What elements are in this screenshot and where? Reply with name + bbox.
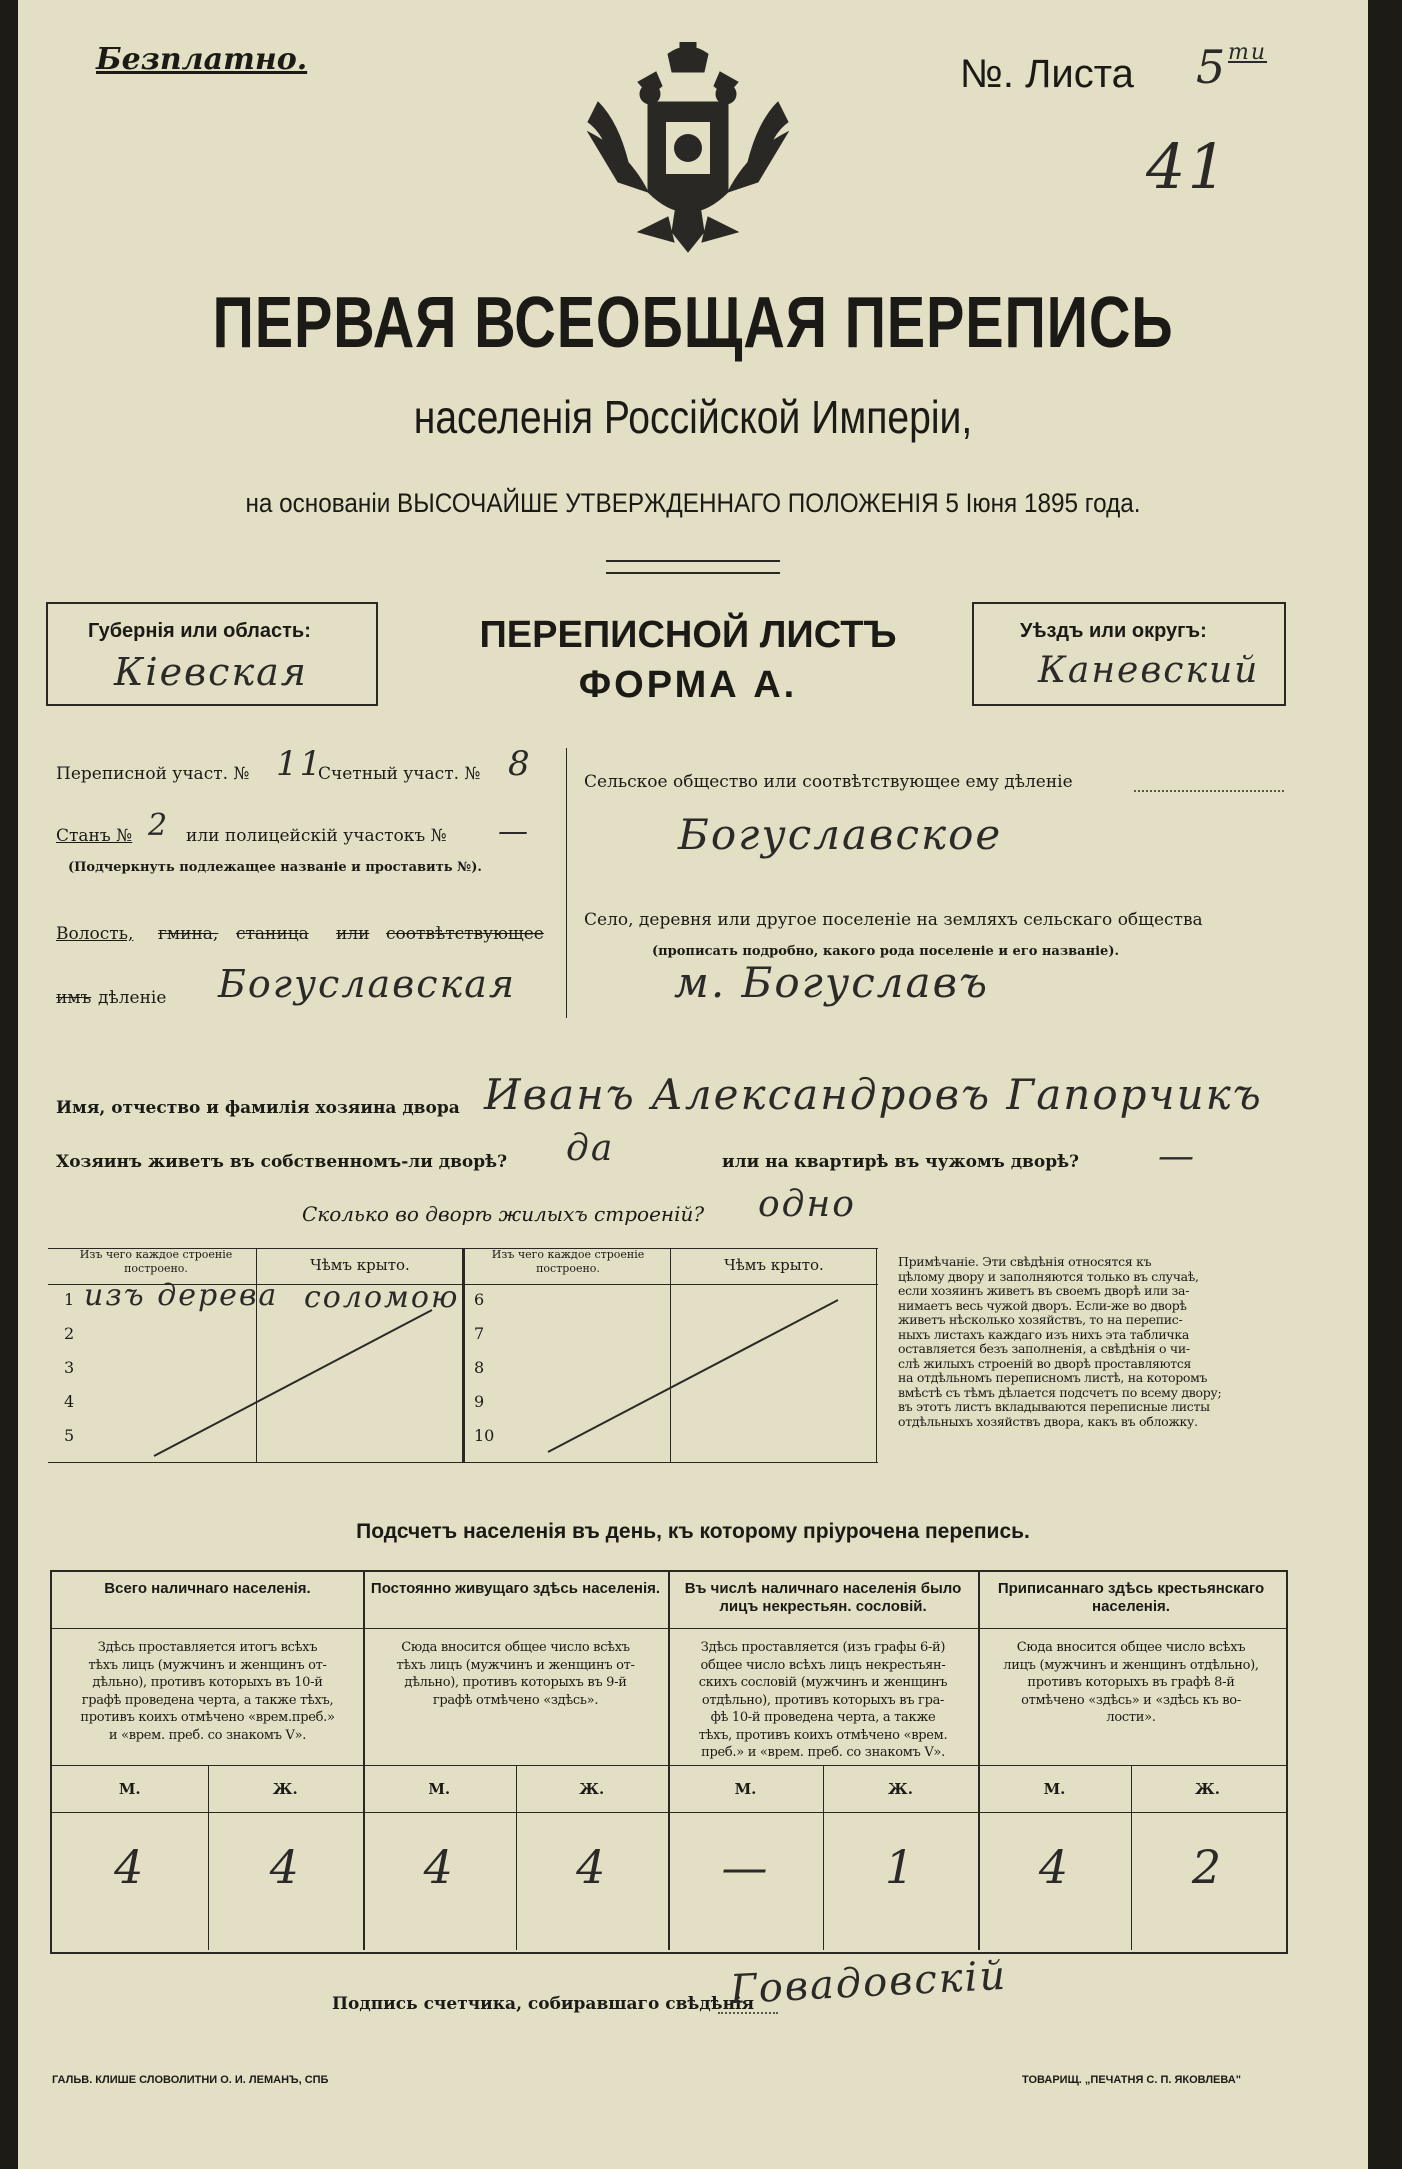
population-col-title: Всего наличнаго населенія.	[104, 1580, 311, 1597]
police-value: —	[498, 814, 530, 849]
buildings-col-material-right: Изъ чего каждое строеніе построено.	[491, 1248, 645, 1275]
population-col-desc-line: Здѣсь проставляется итогъ всѣхъ	[97, 1640, 318, 1655]
population-m-value: —	[721, 1840, 770, 1894]
population-col-desc-line: противъ которыхъ въ графѣ 8-й	[1027, 1675, 1235, 1690]
sheet-number-label: №. Листа	[960, 52, 1134, 96]
volost-label-volost: Волость,	[56, 924, 134, 944]
stan-label: Станъ №	[56, 826, 133, 846]
population-col-desc-line: Сюда вносится общее число всѣхъ	[401, 1640, 630, 1655]
village-label: Село, деревня или другое поселеніе на земляхъ сельскаго общества	[584, 910, 1203, 930]
population-f-value: 2	[1191, 1840, 1224, 1894]
population-col-desc-line: отмѣчено «здѣсь» и «здѣсь къ во-	[1021, 1692, 1241, 1708]
buildings-value: одно	[758, 1184, 856, 1225]
population-f-label: Ж.	[579, 1780, 605, 1798]
province-value: Кiевская	[114, 650, 308, 694]
population-col-desc-line: графѣ проведена черта, а также тѣхъ,	[81, 1692, 334, 1708]
population-col-desc-line: скихъ сословій (мужчинъ и женщинъ	[698, 1675, 948, 1690]
police-label: или полицейскій участокъ №	[186, 826, 447, 846]
building-row-number: 3	[64, 1358, 75, 1377]
buildings-col-roof-right: Чѣмъ крыто.	[724, 1256, 824, 1274]
volost-label-im: имъ	[56, 988, 92, 1008]
population-title-rule	[52, 1628, 1286, 1629]
building-row-number: 8	[474, 1358, 485, 1377]
society-value: Богуславское	[678, 810, 1003, 859]
rented-value: —	[1158, 1136, 1196, 1177]
own-yard-label: Хозяинъ живетъ въ собственномъ-ли дворѣ?	[56, 1152, 508, 1172]
note-line: если хозяинъ живетъ въ своемъ дворѣ или за-	[898, 1283, 1190, 1298]
population-heading: Подсчетъ населенія въ день, къ которому пріурочена перепись.	[356, 1520, 1030, 1543]
society-label: Сельское общество или соотвѣтствующее ему дѣленіе	[584, 772, 1073, 792]
volost-label-gmina: гмина,	[158, 924, 219, 944]
volost-label-stanitsa: станица	[236, 924, 309, 944]
owner-value: Иванъ Александровъ Гапорчикъ	[484, 1070, 1263, 1119]
footer-right: ТОВАРИЩ. „ПЕЧАТНЯ С. П. ЯКОВЛЕВА"	[1022, 2074, 1241, 2086]
population-col-title: Приписаннаго здѣсь крестьянскаго населенія.	[997, 1580, 1265, 1615]
population-col-desc-line: Здѣсь проставляется (изъ графы 6-й)	[700, 1640, 946, 1655]
note-line: цѣлому двору и заполняются только въ случаѣ,	[898, 1268, 1199, 1284]
population-col-desc-line: фѣ 10-й проведена черта, а также	[710, 1710, 936, 1725]
province-label: Губернія или область:	[88, 620, 311, 642]
district-label: Уѣздъ или округъ:	[1020, 620, 1207, 642]
population-col-desc-line: противъ коихъ отмѣчено «врем.преб.»	[80, 1710, 335, 1725]
district-value: Каневский	[1038, 650, 1260, 691]
census-form-sheet	[18, 0, 1368, 2169]
note-line: оставляется безъ заполненія, а свѣдѣнія о чи-	[898, 1341, 1190, 1356]
sheet-number-value: 5	[1196, 40, 1228, 94]
population-m-value: 4	[423, 1840, 455, 1894]
building-row-number: 1	[64, 1290, 75, 1309]
population-col-title: Въ числѣ наличнаго населенія было лицъ некрестьян. сословій.	[684, 1580, 962, 1615]
buildings-label: Сколько во дворѣ жилыхъ строеній?	[302, 1202, 705, 1226]
note-line: слѣ жилыхъ строеній во дворѣ проставляются	[898, 1355, 1192, 1371]
subtitle: населенія Россійской Имперіи,	[413, 391, 973, 443]
buildings-col-roof-left: Чѣмъ крыто.	[310, 1256, 410, 1274]
population-desc-rule	[52, 1765, 1286, 1766]
population-m-value: 4	[114, 1840, 146, 1894]
population-col-desc-line: отдѣльно), противъ которыхъ въ гра-	[701, 1692, 945, 1708]
building-row-number: 2	[64, 1324, 75, 1343]
free-label: Безплатно.	[96, 42, 308, 77]
census-area-label: Переписной участ. №	[56, 764, 250, 784]
note-line: въ этотъ листъ вкладываются переписные листы	[898, 1399, 1210, 1414]
footer-left: ГАЛЬВ. КЛИШЕ СЛОВОЛИТНИ О. И. ЛЕМАНЪ, СПБ	[52, 2074, 329, 2086]
census-area-value: 11	[276, 744, 324, 784]
note-line: вмѣстѣ съ тѣмъ дѣлается подсчетъ по всему двору;	[898, 1384, 1222, 1400]
building-row-number: 10	[474, 1426, 495, 1445]
counting-area-label: Счетный участ. №	[318, 764, 481, 784]
population-col-desc-line: общее число всѣхъ лицъ некрестьян-	[700, 1657, 946, 1673]
building-row-number: 6	[474, 1290, 485, 1309]
population-col-desc-line: и «врем. преб. со знакомъ V».	[108, 1727, 307, 1743]
population-f-value: 4	[269, 1840, 301, 1894]
note-line: отдѣльныхъ хозяйствъ двора, какъ въ обложку.	[898, 1413, 1198, 1429]
note-line: живетъ нѣсколько хозяйствъ, то на перепис-	[898, 1312, 1183, 1327]
village-note: (прописать подробно, какого рода поселеніе и его названіе).	[652, 944, 1120, 959]
population-col-desc-line: преб.» и «врем. преб. со знакомъ V».	[701, 1745, 945, 1760]
population-f-label: Ж.	[888, 1780, 913, 1798]
population-col-desc-line: лицъ (мужчинъ и женщинъ отдѣльно),	[1003, 1657, 1259, 1673]
owner-label: Имя, отчество и фамилія хозяина двора	[56, 1098, 460, 1118]
building-material: изъ дерева	[84, 1278, 279, 1313]
building-row-number: 4	[64, 1392, 75, 1411]
population-f-value: 4	[576, 1840, 608, 1894]
note-line: Примѣчаніе. Эти свѣдѣнія относятся къ	[898, 1254, 1152, 1269]
volost-label-or: или	[336, 924, 370, 944]
sheet-number-suffix: ти	[1228, 40, 1268, 65]
population-f-label: Ж.	[272, 1780, 298, 1798]
population-col-desc-line: тѣхъ лицъ (мужчинъ и женщинъ от-	[88, 1657, 327, 1673]
buildings-col-material-left: Изъ чего каждое строеніе построено.	[79, 1248, 233, 1275]
legal-basis: на основаніи ВЫСОЧАЙШЕ УТВЕРЖДЕННАГО ПОЛОЖЕНІЯ 5 Іюня 1895 года.	[245, 488, 1141, 518]
population-m-label: М.	[734, 1780, 757, 1798]
population-col-desc-line: графѣ отмѣчено «здѣсь».	[432, 1692, 599, 1708]
population-col-desc-line: дѣльно), противъ которыхъ въ 9-й	[404, 1675, 627, 1690]
population-col-desc-line: Сюда вносится общее число всѣхъ	[1016, 1640, 1246, 1655]
population-f-value: 1	[884, 1840, 917, 1894]
own-yard-value: да	[566, 1128, 615, 1169]
population-m-label: М.	[1043, 1780, 1066, 1798]
building-row-number: 9	[474, 1392, 485, 1411]
building-roof: соломою	[304, 1280, 460, 1315]
note-line: на отдѣльномъ переписномъ листѣ, на которомъ	[898, 1370, 1208, 1385]
form-variant: ФОРМА А.	[578, 664, 798, 706]
population-mf-rule	[52, 1812, 1286, 1813]
volost-label-equivalent: соотвѣтствующее	[386, 924, 544, 944]
population-m-label: М.	[428, 1780, 451, 1798]
counting-area-value: 8	[508, 744, 532, 784]
population-f-label: Ж.	[1195, 1780, 1220, 1798]
main-title: ПЕРВАЯ ВСЕОБЩАЯ ПЕРЕПИСЬ	[212, 283, 1174, 363]
signature-label: Подпись счетчика, собиравшаго свѣдѣнія	[332, 1994, 755, 2014]
corner-number: 41	[1146, 130, 1229, 203]
building-row-number: 7	[474, 1324, 485, 1343]
volost-value: Богуславская	[218, 962, 517, 1006]
stan-note: (Подчеркнуть подлежащее названіе и проставить №).	[68, 860, 482, 875]
population-m-label: М.	[118, 1780, 141, 1798]
population-col-desc-line: тѣхъ, противъ коихъ отмѣчено «врем.	[698, 1727, 948, 1743]
population-col-desc-line: лости».	[1106, 1710, 1156, 1725]
stan-value: 2	[148, 808, 170, 843]
note-line: ныхъ листахъ каждаго изъ нихъ эта табличка	[898, 1326, 1189, 1342]
population-col-desc-line: тѣхъ лицъ (мужчинъ и женщинъ от-	[396, 1657, 635, 1673]
note-line: нимаетъ весь чужой дворъ. Если-же во дворѣ	[898, 1297, 1187, 1313]
population-col-desc-line: дѣльно), противъ которыхъ въ 10-й	[92, 1675, 323, 1690]
population-m-value: 4	[1038, 1840, 1071, 1894]
rented-label: или на квартирѣ въ чужомъ дворѣ?	[722, 1152, 1079, 1172]
population-col-title: Постоянно живущаго здѣсь населенія.	[370, 1580, 661, 1597]
village-value: м. Богуславъ	[674, 958, 990, 1007]
building-row-number: 5	[64, 1426, 75, 1445]
form-name: ПЕРЕПИСНОЙ ЛИСТЪ	[479, 614, 897, 656]
signature-value: Говадовскій	[728, 1952, 1009, 2014]
volost-label-division: дѣленіе	[98, 988, 167, 1008]
